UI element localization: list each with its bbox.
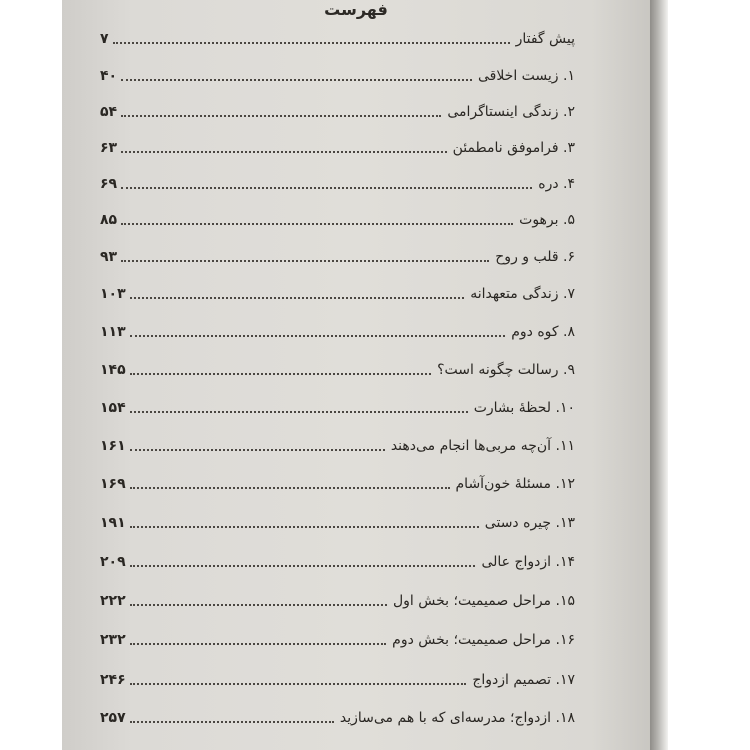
toc-dot-leader — [113, 42, 510, 44]
toc-entry — [100, 134, 575, 156]
toc-page-number: ۱۶۱ — [100, 438, 126, 454]
toc-entry — [100, 170, 575, 192]
toc-entry-label: ۱۳. چیره دستی — [484, 515, 575, 531]
toc-entry-label: ۳. فراموفق نامطمئن — [452, 140, 575, 156]
toc-page-number: ۱۵۴ — [100, 400, 126, 416]
toc-entry-label: ۱. زیست اخلاقی — [477, 68, 575, 84]
toc-entry — [100, 548, 575, 570]
toc-dot-leader — [130, 487, 450, 489]
toc-dot-leader — [121, 223, 513, 225]
toc-page-number: ۲۲۲ — [100, 593, 126, 609]
toc-dot-leader — [130, 643, 386, 645]
toc-page-number: ۹۳ — [100, 249, 118, 265]
toc-page-number: ۶۹ — [100, 176, 118, 192]
toc-entry — [100, 318, 575, 340]
toc-entry-label: ۵. برهوت — [519, 212, 575, 228]
toc-entry-label: ۱۲. مسئلهٔ خون‌آشام — [455, 476, 575, 492]
toc-dot-leader — [130, 335, 505, 337]
toc-entry-label: ۷. زندگی متعهدانه — [470, 286, 575, 302]
toc-dot-leader — [121, 187, 532, 189]
toc-entry-label: ۶. قلب و روح — [495, 249, 575, 265]
book-spine-shadow — [650, 0, 668, 750]
toc-page-number: ۲۴۶ — [100, 672, 126, 688]
toc-dot-leader — [130, 373, 431, 375]
toc-page-number: ۶۳ — [100, 140, 118, 156]
toc-entry-label: ۹. رسالت چگونه است؟ — [437, 362, 575, 378]
toc-entry-label: ۲. زندگی اینستاگرامی — [447, 104, 575, 120]
toc-page-number: ۱۱۳ — [100, 324, 126, 340]
toc-dot-leader — [130, 604, 387, 606]
toc-entry — [100, 704, 575, 726]
toc-dot-leader — [130, 721, 334, 723]
toc-dot-leader — [121, 79, 472, 81]
toc-dot-leader — [130, 526, 479, 528]
toc-entry — [100, 394, 575, 416]
toc-entry-label: ۸. کوه دوم — [511, 324, 575, 340]
toc-entry-label: ۱۸. ازدواج؛ مدرسه‌ای که با هم می‌سازید — [339, 710, 575, 726]
toc-dot-leader — [130, 683, 466, 685]
toc-dot-leader — [130, 297, 464, 299]
toc-entry-label: ۴. دره — [538, 176, 575, 192]
toc-entry — [100, 62, 575, 84]
toc-page-number: ۵۴ — [100, 104, 118, 120]
toc-entry — [100, 470, 575, 492]
toc-page-number: ۷ — [100, 31, 109, 47]
toc-page-number: ۲۰۹ — [100, 554, 126, 570]
toc-entry-label: ۱۶. مراحل صمیمیت؛ بخش دوم — [392, 632, 575, 648]
toc-page-number: ۲۳۲ — [100, 632, 126, 648]
toc-entry — [100, 666, 575, 688]
toc-page-number: ۸۵ — [100, 212, 118, 228]
toc-page-number: ۱۶۹ — [100, 476, 126, 492]
toc-page-number: ۲۵۷ — [100, 710, 126, 726]
toc-entry-label: ۱۰. لحظهٔ بشارت — [473, 400, 575, 416]
toc-entry — [100, 432, 575, 454]
toc-page-number: ۱۴۵ — [100, 362, 126, 378]
toc-page-number: ۴۰ — [100, 68, 118, 84]
toc-page-number: ۱۹۱ — [100, 515, 126, 531]
toc-dot-leader — [130, 565, 475, 567]
toc-entry — [100, 206, 575, 228]
toc-dot-leader — [121, 151, 447, 153]
toc-title: فهرست — [324, 0, 388, 19]
toc-entry-label: ۱۱. آن‌چه مربی‌ها انجام می‌دهند — [390, 438, 575, 454]
toc-entry-label: ۱۵. مراحل صمیمیت؛ بخش اول — [393, 593, 575, 609]
toc-entry — [100, 98, 575, 120]
toc-dot-leader — [130, 411, 468, 413]
toc-entry-label: ۱۴. ازدواج عالی — [481, 554, 575, 570]
toc-entry-label: پیش گفتار — [515, 31, 575, 47]
toc-entry — [100, 587, 575, 609]
toc-entry — [100, 626, 575, 648]
toc-entry — [100, 280, 575, 302]
toc-entry — [100, 243, 575, 265]
toc-dot-leader — [121, 260, 489, 262]
toc-entry — [100, 356, 575, 378]
toc-entry — [100, 509, 575, 531]
toc-entry-label: ۱۷. تصمیم ازدواج — [472, 672, 575, 688]
toc-dot-leader — [121, 115, 441, 117]
toc-dot-leader — [130, 449, 385, 451]
toc-page-number: ۱۰۳ — [100, 286, 126, 302]
toc-entry — [100, 25, 575, 47]
